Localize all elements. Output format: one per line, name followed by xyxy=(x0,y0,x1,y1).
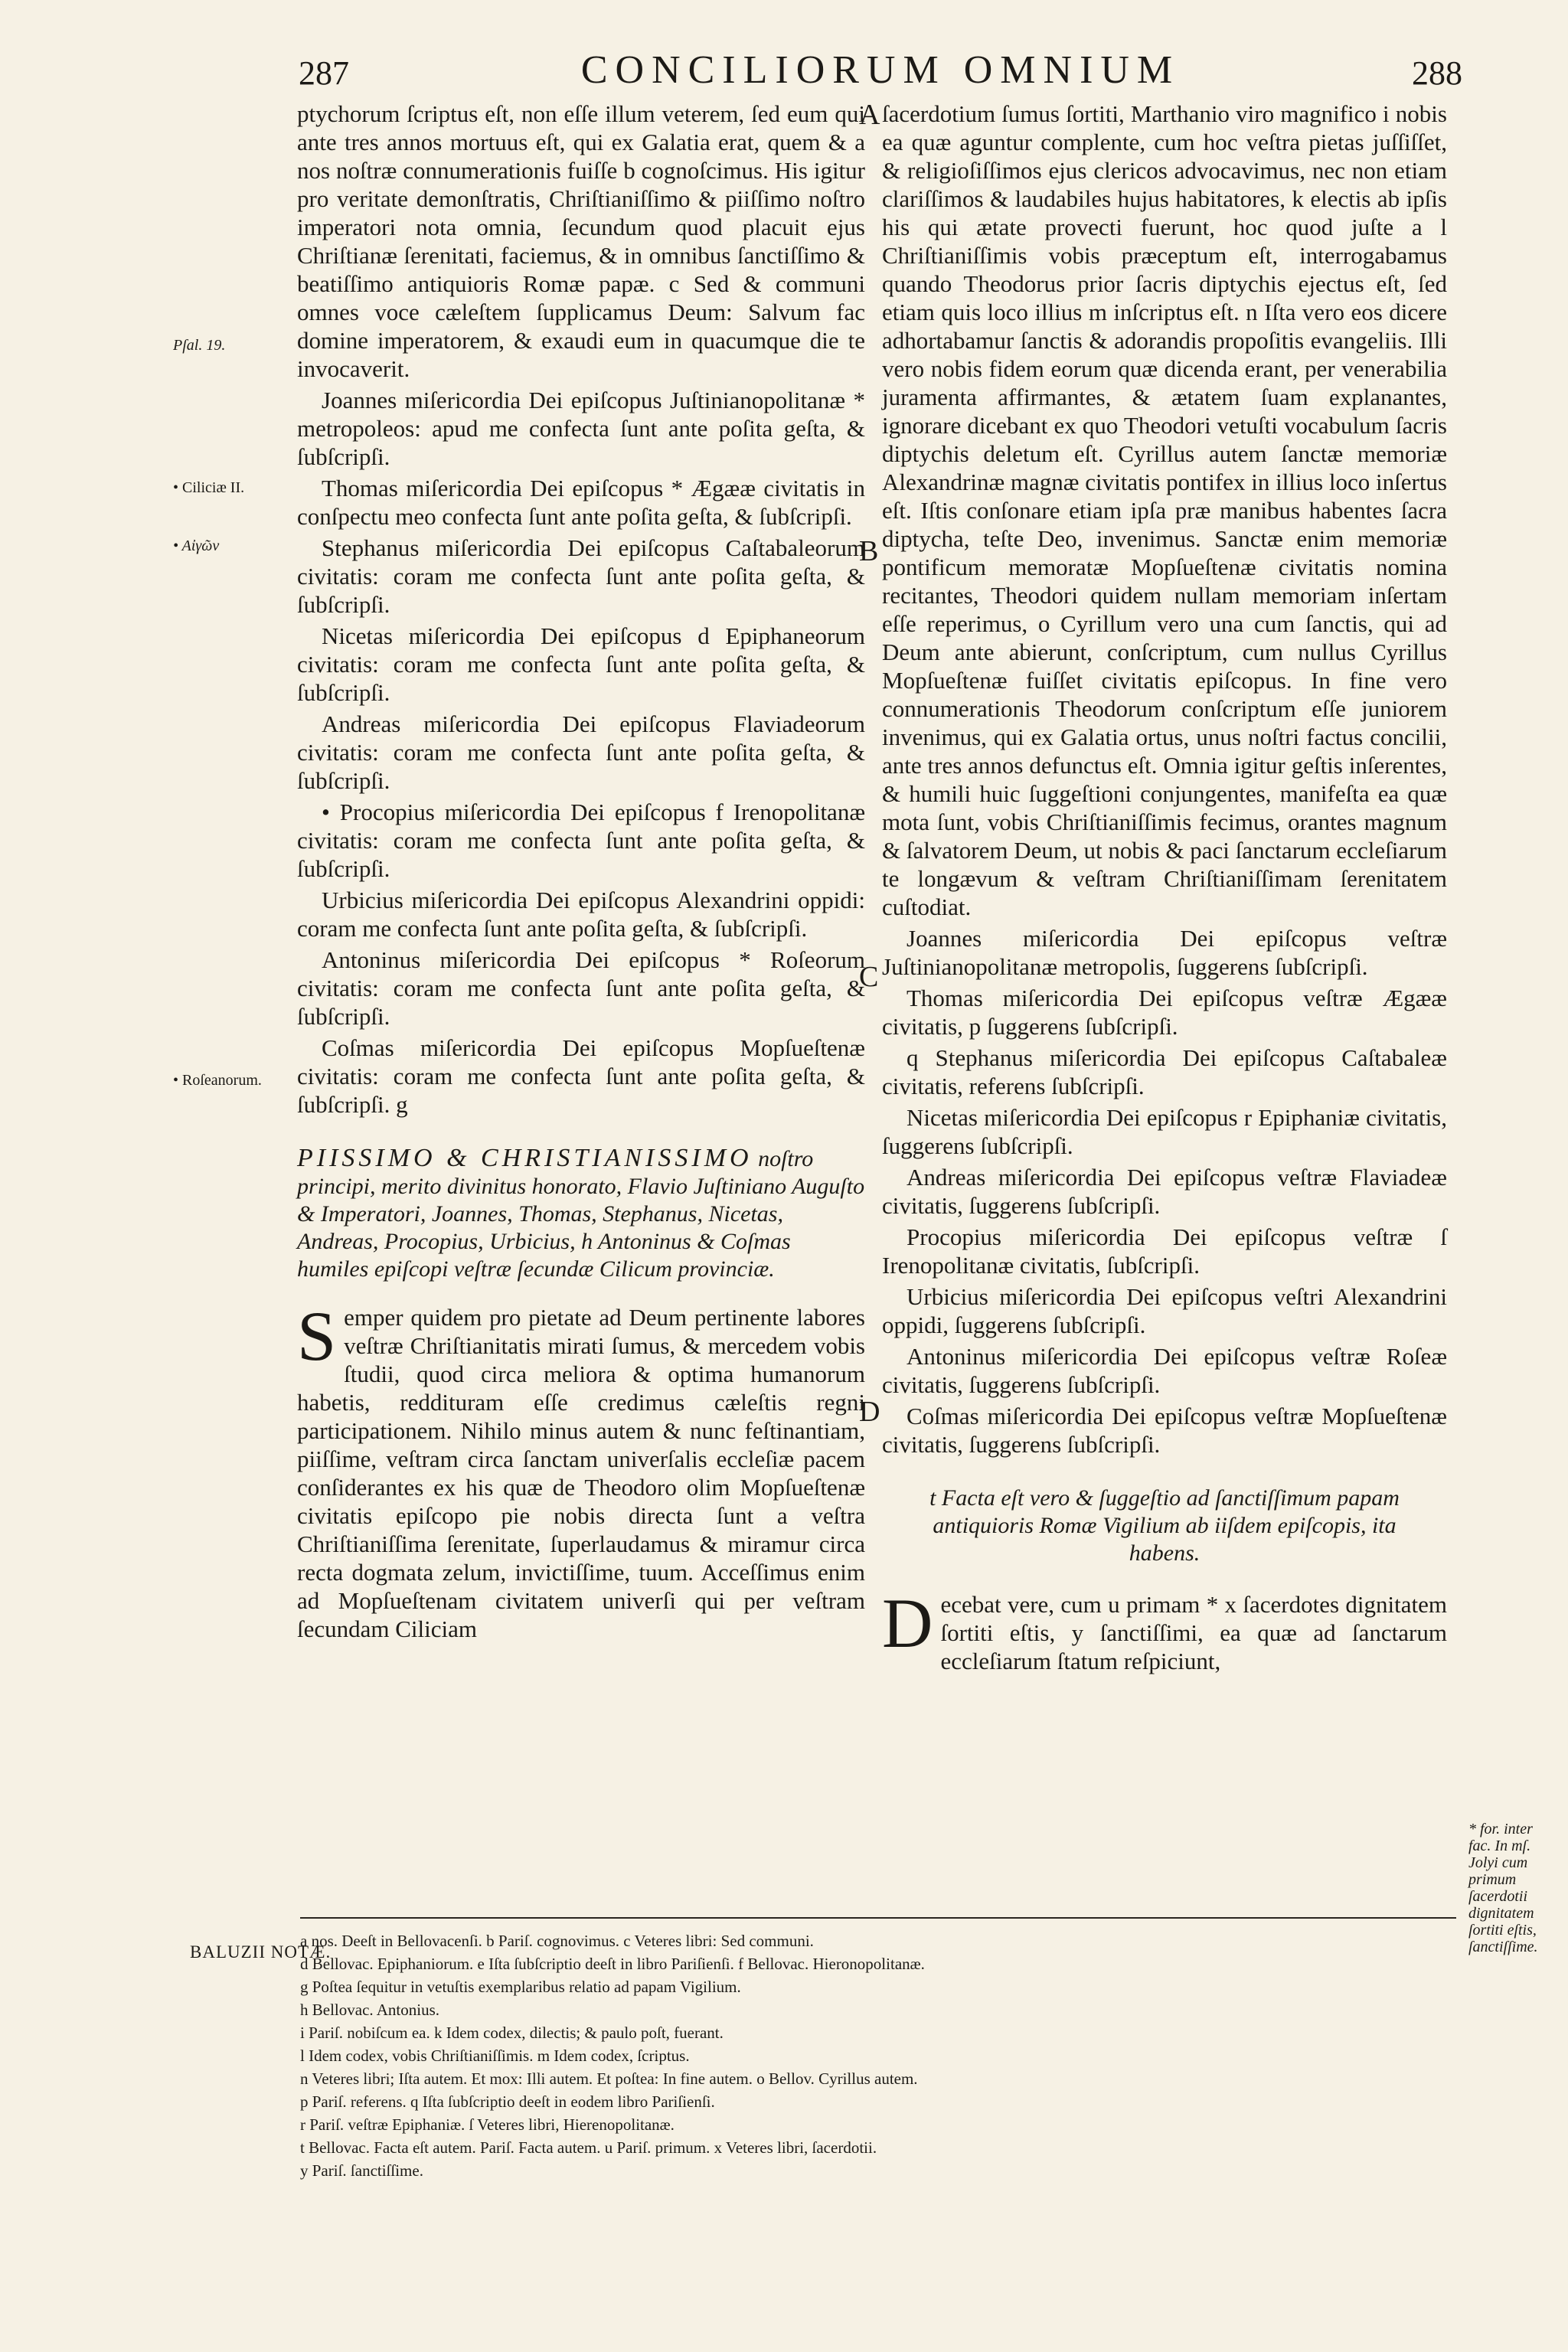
section-marker-c: C xyxy=(859,961,879,993)
margin-note-right: * for. inter fac. In mſ. Jolyi cum primum ſacerdotii dignitatem ſortiti eſtis, ſanctiſſime. xyxy=(1468,1821,1538,1955)
footnote-line: g Poſtea ſequitur in vetuſtis exemplaribus relatio ad papam Vigilium. xyxy=(300,1978,741,1996)
running-title: CONCILIORUM OMNIUM xyxy=(580,48,1181,92)
footnote-line: h Bellovac. Antonius. xyxy=(300,2001,439,2019)
dedication-heading xyxy=(297,1145,865,1283)
running-header xyxy=(299,47,1462,101)
letter-text: ecebat vere, cum u primam * x ſacerdotes dignitatem ſortiti eſtis, y ſanctiſſimi, ea quæ ad ſanctarum eccleſiarum ſtatum reſpiciunt, xyxy=(940,1591,1447,1674)
footnote-line: l Idem codex, vobis Chriſtianiſſimis. m Idem codex, ſcriptus. xyxy=(300,2047,690,2065)
footnote-line: r Pariſ. veſtræ Epiphaniæ. ſ Veteres libri, Hierenopolitanæ. xyxy=(300,2115,675,2134)
left-column xyxy=(297,100,865,1646)
dedication-heading-caps: PIISSIMO & CHRISTIANISSIMO xyxy=(297,1144,753,1172)
footnote-line: a nos. Deeſt in Bellovacenſi. b Pariſ. cognovimus. c Veteres libri: Sed communi. xyxy=(300,1932,814,1950)
page-number-right: 288 xyxy=(1412,54,1462,92)
subscription-paragraph: Urbicius miſericordia Dei epiſcopus veſtri Alexandrini oppidi, ſuggerens ſubſcripſi. xyxy=(882,1283,1447,1338)
subscription-paragraph: Coſmas miſericordia Dei epiſcopus veſtræ Mopſueſtenæ civitatis, ſuggerens ſubſcripſi. xyxy=(882,1403,1447,1458)
subscription-paragraph: Procopius miſericordia Dei epiſcopus veſtræ ſ Irenopolitanæ civitatis, ſubſcripſi. xyxy=(882,1223,1447,1279)
section-marker-b: B xyxy=(859,535,879,567)
subscription-paragraph: Andreas miſericordia Dei epiſcopus veſtræ Flaviadeæ civitatis, ſuggerens ſubſcripſi. xyxy=(882,1164,1447,1219)
drop-cap: S xyxy=(297,1297,337,1375)
text-paragraph: ptychorum ſcriptus eſt, non eſſe illum veterem, ſed eum qui ante tres annos mortuus eſt, qui ex Galatia erat, quem & a nos noſtræ connumerationis fuiſſe b cognoſcimus. His igitur pro veritate demonſtratis, Chriſtianiſſimo & piiſſimo noſtro imperatori nota omnia, ſecundum quod placuit ejus Chriſtianæ ſerenitati, faciemus, & in omnibus ſanctiſſimo & beatiſſimo antiquioris Romæ papæ. c Sed & communi omnes voce cæleſtem ſupplicamus Deum: Salvum fac domine imperatorem, & exaudi eum in quacumque die te invocaverit. xyxy=(297,100,865,382)
section-marker-d: D xyxy=(859,1396,880,1428)
suggestio-heading: t Facta eſt vero & ſuggeſtio ad ſanctiſſimum papam antiquioris Romæ Vigilium ab iiſdem epiſcopis, ita habens. xyxy=(929,1485,1400,1566)
letter-text: emper quidem pro pietate ad Deum pertinente labores veſtræ Chriſtianitatis mirati ſumus, & mercedem vobis ſtudii, quod circa meliora & optima humanorum habetis, reddituram eſſe credimus cæleſtis regni participationem. Nihilo minus autem & nunc feſtinantiam, piiſſime, veſtram circa ſanctam univerſalis eccleſiæ pacem conſiderantes ex his quæ de Theodoro olim Mopſueſtenæ civitatis epiſcopo pie nobis directa ſunt a veſtra Chriſtianiſſima ſerenitate, ſuperlaudamus & miramur circa recta dogmata zelum, invictiſſime, tuum. Acceſſimus enim ad Mopſueſtenam civitatem univerſi qui per veſtram ſecundam Ciliciam xyxy=(297,1304,865,1642)
margin-note-psalm: Pſal. 19. xyxy=(173,337,226,354)
footnote-line: d Bellovac. Epiphaniorum. e Iſta ſubſcriptio deeſt in libro Pariſienſi. f Bellovac. Hieronopolitanæ. xyxy=(300,1955,925,1973)
subscription-paragraph: Antoninus miſericordia Dei epiſcopus veſtræ Roſeæ civitatis, ſuggerens ſubſcripſi. xyxy=(882,1343,1447,1398)
subscription-paragraph: Stephanus miſericordia Dei epiſcopus Caſtabaleorum civitatis: coram me confecta ſunt ante poſita geſta, & ſubſcripſi. xyxy=(297,534,865,618)
footnote-line: p Pariſ. referens. q Iſta ſubſcriptio deeſt in eodem libro Pariſienſi. xyxy=(300,2092,715,2111)
letter-paragraph xyxy=(882,1584,1447,1675)
footnotes xyxy=(300,1929,1456,2182)
subscription-paragraph: Urbicius miſericordia Dei epiſcopus Alexandrini oppidi: coram me confecta ſunt ante poſita geſta, & ſubſcripſi. xyxy=(297,887,865,942)
subscription-paragraph: Coſmas miſericordia Dei epiſcopus Mopſueſtenæ civitatis: coram me confecta ſunt ante poſita geſta, & ſubſcripſi. g xyxy=(297,1034,865,1118)
footnote-line: t Bellovac. Facta eſt autem. Pariſ. Facta autem. u Pariſ. primum. x Veteres libri, ſacerdotii. xyxy=(300,2138,877,2157)
subscription-paragraph: • Procopius miſericordia Dei epiſcopus f Irenopolitanæ civitatis: coram me confecta ſunt ante poſita geſta, & ſubſcripſi. xyxy=(297,799,865,882)
letter-paragraph xyxy=(297,1297,865,1643)
margin-note-aigon: • Αἰγῶν xyxy=(173,537,220,554)
footnote-line: i Pariſ. nobiſcum ea. k Idem codex, dilectis; & paulo poſt, fuerant. xyxy=(300,2024,724,2042)
text-paragraph: ſacerdotium ſumus ſortiti, Marthanio viro magnifico i nobis ea quæ aguntur complente, cum hoc veſtra pietas juſſiſſet, & religioſiſſimos ejus clericos advocavimus, nec non etiam clariſſimos & laudabiles hujus habitatores, k electis ab ipſis his qui ætate provecti fuerunt, hoc quod juſte a l Chriſtianiſſimis vobis præceptum eſt, interrogabamus quando Theodorus prior ſacris diptychis ejectus eſt, ſed etiam quis loco illius m inſcriptus eſt. n Iſta vero eos dicere adhortabamur ſanctis & adorandis propoſitis evangeliis. Illi vero nobis fidem eorum quæ dicenda erant, per venerabilia juramenta affirmantes, & ætatem ſuam explanantes, ignorare dicebant ex quo Theodori vetuſti vocabulum ſacris diptychis deletum eſt. Cyrillus autem ſanctæ memoriæ Alexandrinæ magnæ civitatis pontifex in illius loco inſertus eſt. Iſtis conſonare etiam ipſa præ manibus habentes ſacra diptycha, teſte Deo, invenimus. Sanctæ enim memoriæ pontificum memoratæ Mopſueſtenæ civitatis nomina recitantes, Theodori quidem nullam memoriam inſertam eſſe reperimus, o Cyrillum vero una cum ſanctis, qui ad Deum ante abierunt, conſcriptum, cum nullus Cyrillus Mopſueſtenæ fuiſſet civitatis epiſcopus. In fine vero connumerationis Theodorum conſcriptum eſſe juniorem invenimus, qui ex Galatia ortus, unus noſtri factus concilii, ante tres annos defunctus eſt. Omnia igitur geſtis inſerentes, & humili huic ſuggeſtioni conjungentes, manifeſta ea quæ mota ſunt, vobis Chriſtianiſſimis fecimus, orantes magnum & ſalvatorem Deum, ut nobis & paci ſanctarum eccleſiarum te longævum & veſtram Chriſtianiſſimam ſerenitatem cuſtodiat. xyxy=(882,100,1447,920)
footnote-line: y Pariſ. ſanctiſſime. xyxy=(300,2161,423,2180)
drop-cap: D xyxy=(882,1584,933,1662)
subscription-paragraph: Joannes miſericordia Dei epiſcopus veſtræ Juſtinianopolitanæ metropolis, ſuggerens ſubſcripſi. xyxy=(882,925,1447,980)
subscription-paragraph: Thomas miſericordia Dei epiſcopus veſtræ Ægææ civitatis, p ſuggerens ſubſcripſi. xyxy=(882,985,1447,1040)
subscription-paragraph: Andreas miſericordia Dei epiſcopus Flaviadeorum civitatis: coram me confecta ſunt ante poſita geſta, & ſubſcripſi. xyxy=(297,710,865,794)
subscription-paragraph: Joannes miſericordia Dei epiſcopus Juſtinianopolitanæ * metropoleos: apud me confecta ſunt ante poſita geſta, & ſubſcripſi. xyxy=(297,387,865,470)
footnote-line: n Veteres libri; Iſta autem. Et mox: Illi autem. Et poſtea: In fine autem. o Bellov. Cyrillus autem. xyxy=(300,2069,918,2088)
footnote-rule xyxy=(300,1917,1456,1919)
subscription-paragraph: Thomas miſericordia Dei epiſcopus * Ægææ civitatis in conſpectu meo confecta ſunt ante poſita geſta, & ſubſcripſi. xyxy=(297,475,865,530)
dedication-heading-text: noſtro principi, merito divinitus honorato, Flavio Juſtiniano Auguſto & Imperatori, Joannes, Thomas, Stephanus, Nicetas, Andreas, Procopius, Urbicius, h Antoninus & Coſmas humiles epiſcopi veſtræ ſecundæ Cilicum provinciæ. xyxy=(297,1146,865,1282)
right-column xyxy=(882,100,1447,1678)
subscription-paragraph: Nicetas miſericordia Dei epiſcopus r Epiphaniæ civitatis, ſuggerens ſubſcripſi. xyxy=(882,1104,1447,1159)
subscription-paragraph: Nicetas miſericordia Dei epiſcopus d Epiphaneorum civitatis: coram me confecta ſunt ante poſita geſta, & ſubſcripſi. xyxy=(297,622,865,706)
section-marker-a: A xyxy=(859,99,880,131)
margin-note-ciliciae: • Ciliciæ II. xyxy=(173,479,245,496)
subscription-paragraph: Antoninus miſericordia Dei epiſcopus * Roſeorum civitatis: coram me confecta ſunt ante poſita geſta, & ſubſcripſi. xyxy=(297,946,865,1030)
page-number-left: 287 xyxy=(299,54,349,92)
subscription-paragraph: q Stephanus miſericordia Dei epiſcopus Caſtabaleæ civitatis, referens ſubſcripſi. xyxy=(882,1044,1447,1099)
margin-note-roseanorum: • Roſeanorum. xyxy=(173,1072,262,1089)
notes-label: BALUZII NOTÆ. xyxy=(190,1942,332,1962)
